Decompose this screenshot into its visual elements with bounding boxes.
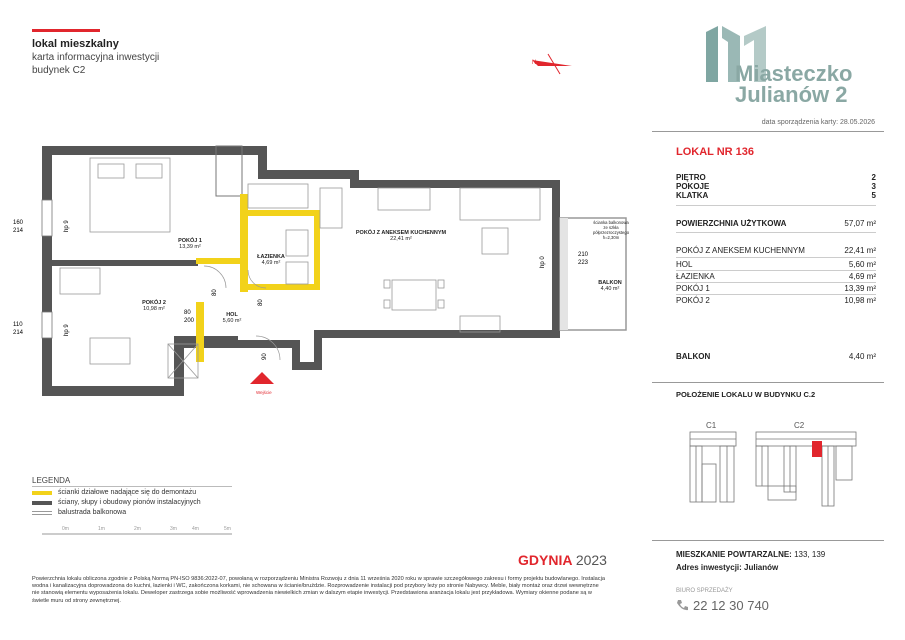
page-subtitle: karta informacyjna inwestycji [32, 52, 160, 63]
door-dim: 80 [184, 310, 191, 316]
lokal-number: LOKAL NR 136 [676, 146, 755, 158]
legend-item: balustrada balkonowa [58, 509, 127, 516]
repeated-units: MIESZKANIE POWTARZALNE: 133, 139 [676, 550, 826, 559]
location-title: POŁOŻENIE LOKALU W BUDYNKU C.2 [676, 390, 816, 399]
page-title: lokal mieszkalny [32, 38, 119, 50]
legend-item: ściany, słupy i obudowy pionów instalacyjnych [58, 499, 201, 506]
window-dim-2: 110 [13, 322, 23, 328]
hp-label: hp 9 [64, 324, 70, 336]
logo-line1: Miasteczko [735, 61, 853, 86]
door-dim: 210 [578, 252, 589, 258]
floor-row: PIĘTRO 2 [676, 173, 876, 182]
room-label-lazienka: ŁAZIENKA 4,69 m² [257, 254, 285, 266]
divider [676, 205, 876, 206]
legend-swatch-dark [32, 501, 52, 505]
room-row: POKÓJ 1 13,39 m² [676, 284, 876, 293]
balcony-row: BALKON 4,40 m² [676, 352, 876, 361]
room-label-balkon: BALKON 4,40 m² [598, 280, 622, 292]
window-dim-1: 160 [13, 220, 24, 226]
usable-area-row: POWIERZCHNIA UŻYTKOWA 57,07 m² [676, 219, 876, 228]
window-dim-1b: 214 [13, 228, 24, 234]
room-row: HOL 5,60 m² [676, 260, 876, 269]
room-label-pokoj1: POKÓJ 1 13,39 m² [178, 238, 202, 250]
window-dim-2b: 214 [13, 330, 24, 336]
building-label: budynek C2 [32, 65, 86, 76]
divider [652, 540, 884, 541]
divider [32, 486, 232, 487]
room-row: ŁAZIENKA 4,69 m² [676, 272, 876, 281]
divider [652, 382, 884, 383]
svg-text:N: N [532, 60, 537, 66]
legend-item: ścianki działowe nadające się do demontażu [58, 489, 197, 496]
scale-bar: 0m 1m 2m 3m 4m 5m [42, 528, 232, 540]
divider [676, 282, 876, 283]
north-arrow-icon [530, 52, 580, 76]
rooms-row: POKOJE 3 [676, 182, 876, 191]
legal-footnote: Powierzchnia lokalu obliczona zgodnie z Polską Normą PN-ISO 9836:2022-07, powołaną w rozporządzeniu Ministra Rozwoju z dnia 11 września 2020 roku w sprawie szczegółowego zakresu i formy projektu budowlanego. Instalacja wodna i kanalizacyjna doprowadzona do kuchni, łazienki i WC, zakończona korkami, nie schowana w ścianie/bruździe. Rozprowadzenie instalacji pod przybory leży po stronie Nabywcy. Meble, biały montaż oraz drzwi wewnętrzne nie stanowią elementu wyposażenia lokalu. Deweloper zastrzega sobie możliwość wprowadzenia niewielkich zmian w dalszym etapie inwestycji. Przedstawiona aranżacja lokalu jest przykładowa. Wymiary okienne podane są w świetle muru od strony zewnętrznej. [32, 576, 605, 604]
divider [676, 257, 876, 258]
header-accent-bar [32, 29, 100, 32]
door-dim: 223 [578, 260, 589, 266]
balcony-note: ścianka balkonowa ze szkła półprzezroczystego h=2,30m [592, 220, 630, 240]
door-dim: 80 [258, 299, 264, 306]
door-dim: 80 [212, 289, 218, 296]
room-row: POKÓJ Z ANEKSEM KUCHENNYM 22,41 m² [676, 246, 876, 255]
entrance-arrow-icon [250, 372, 274, 384]
door-dim: 200 [184, 318, 195, 324]
legend-swatch-yellow [32, 491, 52, 495]
investment-address: Adres inwestycji: Julianów [676, 563, 779, 572]
room-label-hol: HOL 5,60 m² [222, 312, 242, 324]
card-date: data sporządzenia karty: 28.05.2026 [761, 119, 875, 126]
entrance-label: Wejście [256, 390, 272, 395]
divider [676, 270, 876, 271]
hp-label: hp 0 [540, 256, 546, 268]
staircase-row: KLATKA 5 [676, 191, 876, 200]
legend-title: LEGENDA [32, 476, 71, 485]
divider [652, 131, 884, 132]
sales-phone[interactable]: 22 12 30 740 [693, 598, 769, 613]
room-label-salon: POKÓJ Z ANEKSEM KUCHENNYM 22,41 m² [355, 230, 447, 242]
phone-icon [676, 598, 688, 610]
map-label-c1: C1 [706, 421, 717, 430]
map-label-c2: C2 [794, 421, 805, 430]
hp-label: hp 9 [64, 220, 70, 232]
room-label-pokoj2: POKÓJ 2 10,98 m² [142, 300, 166, 312]
building-location-map [686, 404, 876, 524]
sales-office-label: BIURO SPRZEDAŻY [676, 588, 733, 594]
room-row: POKÓJ 2 10,98 m² [676, 296, 876, 305]
logo-line2: Julianów 2 [735, 82, 848, 107]
city-badge: GDYNIA 2023 [518, 552, 607, 568]
floor-plan [13, 140, 640, 430]
door-dim: 90 [262, 353, 268, 360]
legend-swatch-railing [32, 511, 52, 515]
divider [676, 232, 876, 233]
divider [676, 294, 876, 295]
